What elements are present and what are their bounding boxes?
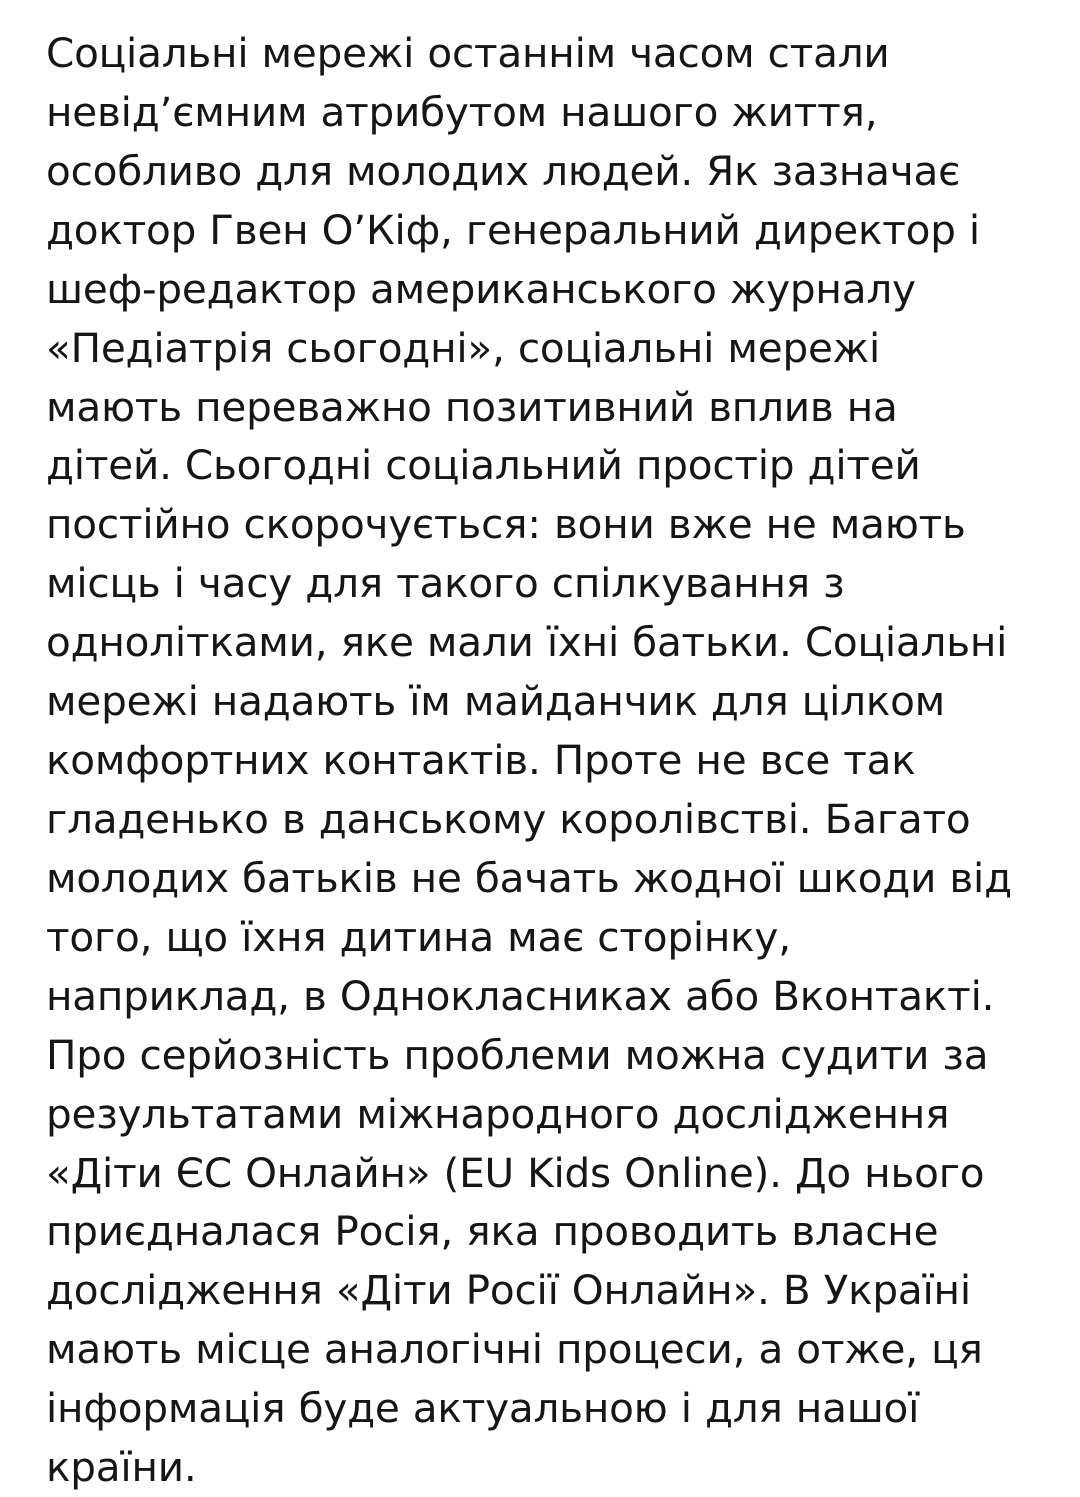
article-paragraph: Соціальні мережі останнім часом стали невід’ємним атрибутом нашого життя, особливо для молодих людей. Як зазначає доктор Гвен О’Кіф, генеральний директор і шеф-редактор американського журналу «Педіатрія сьогодні», соціальні мережі мають переважно позитивний вплив на дітей. Сьогодні соціальний простір дітей постійно скорочується: вони вже не мають місць і часу для такого спілкування з однолітками, яке мали їхні батьки. Соціальні мережі надають їм майданчик для цілком комфортних контактів. Проте не все так гладенько в данському королівстві. Багато молодих батьків не бачать жодної шкоди від того, що їхня дитина має сторінку, наприклад, в Однокласниках або Вконтакті. Про серйозність проблеми можна судити за результатами міжнародного дослідження «Діти ЄС Онлайн» (EU Kids Online). До нього приєдналася Росія, яка проводить власне дослідження «Діти Росії Онлайн». В Україні мають місце аналогічні процеси, а отже, ця інформація буде актуальною і для нашої країни.	[46, 29, 1012, 1492]
article-text-block	[46, 24, 1028, 1497]
